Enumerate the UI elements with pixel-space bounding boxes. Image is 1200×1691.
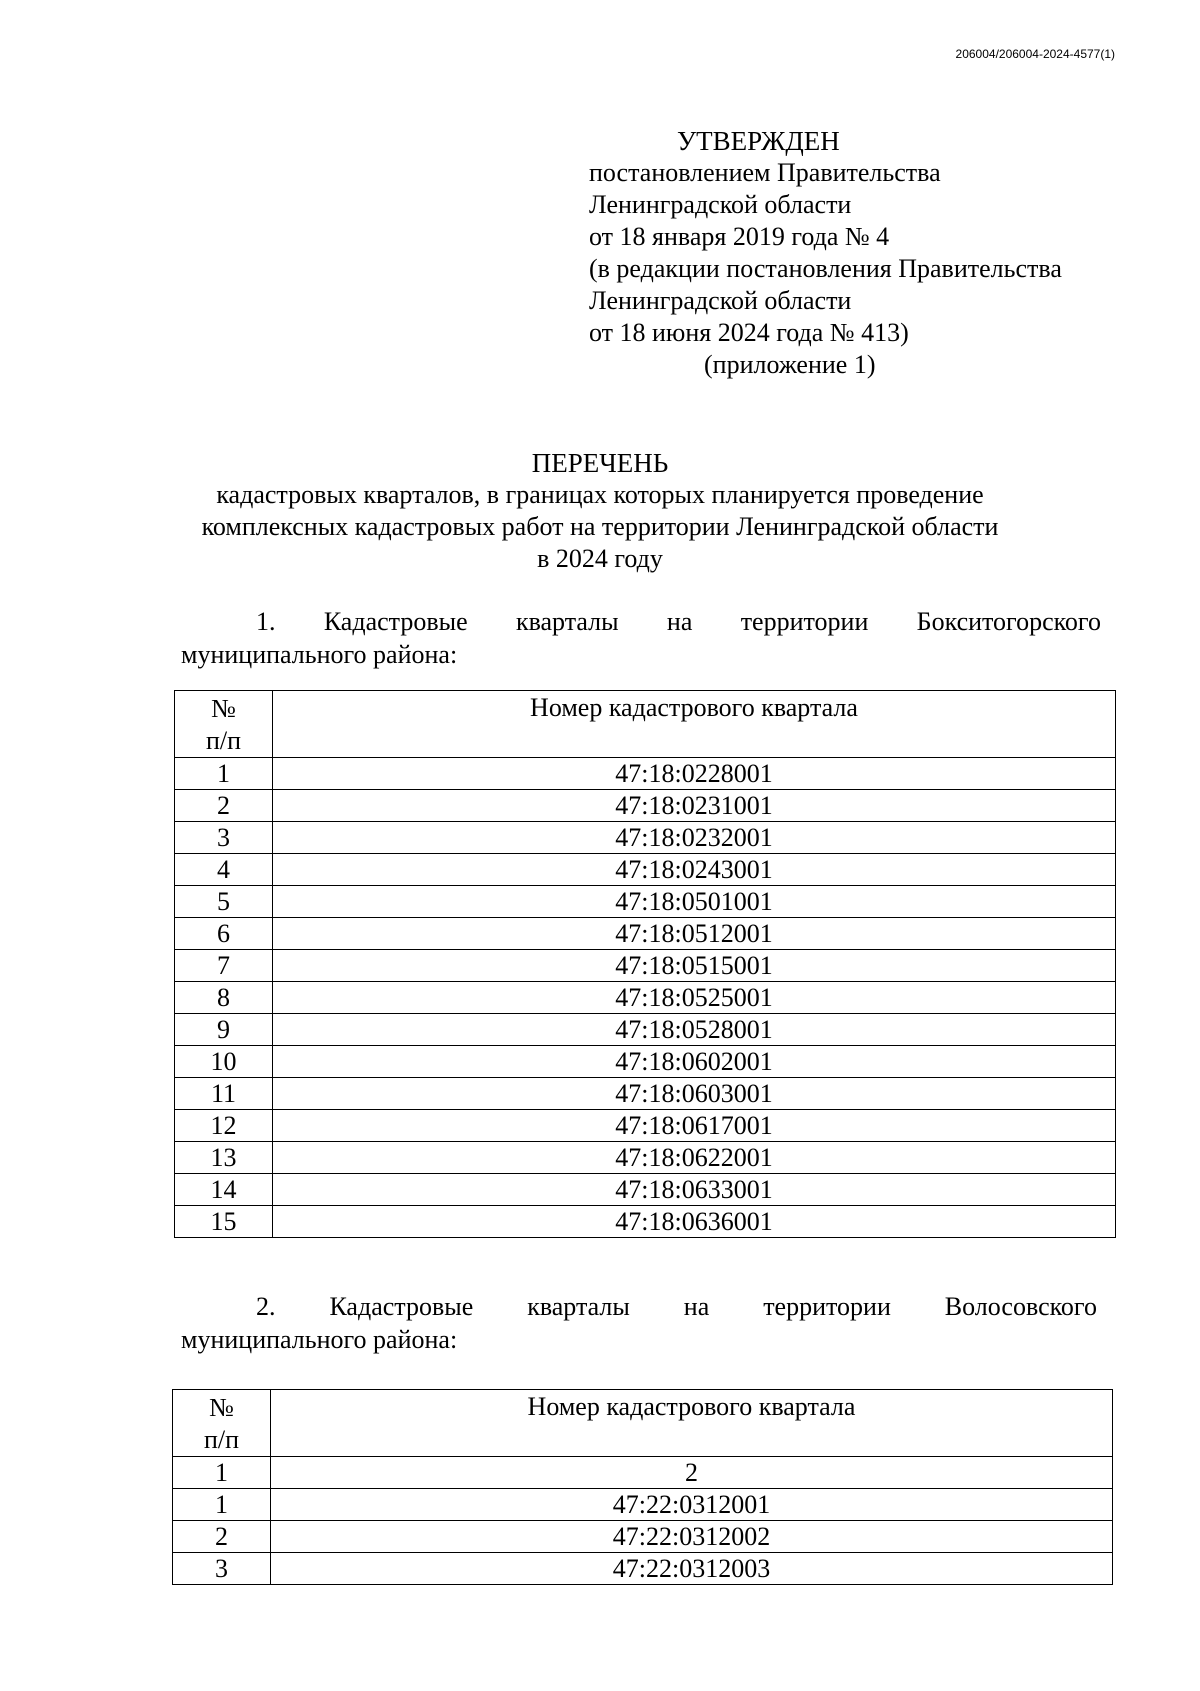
row-number: 15 [175,1206,273,1238]
row-quarter: 47:22:0312001 [271,1489,1113,1521]
section-word: кварталы [515,607,619,636]
row-number: 7 [175,950,273,982]
table-row [175,1110,1116,1142]
table-row [175,918,1116,950]
section-word: Кадастровые [323,607,468,636]
document-id: 206004/206004-2024-4577(1) [955,47,1115,61]
header-number-cell [175,691,273,758]
row-number: 6 [175,918,273,950]
section-word: на [683,1292,710,1321]
row-number: 5 [175,886,273,918]
table-row [175,982,1116,1014]
section-2-heading [181,1290,1097,1356]
table-row [173,1553,1113,1585]
section-2-table [172,1389,1113,1585]
header-number-abbr: п/п [203,1425,240,1454]
table-row [175,758,1116,790]
row-number: 14 [175,1174,273,1206]
row-quarter: 47:18:0603001 [273,1078,1116,1110]
table-row [175,854,1116,886]
row-number: 9 [175,1014,273,1046]
row-quarter: 47:18:0633001 [273,1174,1116,1206]
table-row [175,950,1116,982]
section-word: Бокситогорского [916,607,1101,636]
table-row [175,822,1116,854]
row-number: 3 [175,822,273,854]
row-number: 8 [175,982,273,1014]
table-row [175,1046,1116,1078]
approval-line: от 18 июня 2024 года № 413) [589,318,909,347]
section-word: территории [763,1292,891,1321]
table-row [175,1014,1116,1046]
row-quarter: 47:18:0525001 [273,982,1116,1014]
row-quarter: 47:18:0636001 [273,1206,1116,1238]
approval-heading: УТВЕРЖДЕН [677,126,840,156]
header-number-abbr: п/п [205,726,242,755]
row-number: 3 [173,1553,271,1585]
table-row [175,886,1116,918]
section-number: 1. [256,607,276,636]
row-quarter: 47:18:0622001 [273,1142,1116,1174]
title-main: ПЕРЕЧЕНЬ [531,448,669,478]
row-quarter: 47:18:0528001 [273,1014,1116,1046]
table-row [175,1174,1116,1206]
row-quarter: 47:18:0512001 [273,918,1116,950]
section-line2: муниципального района: [181,1325,458,1354]
header-number-symbol: № [209,1393,234,1422]
approval-line: Ленинградской области [589,190,852,219]
row-number: 2 [175,790,273,822]
title-line: комплексных кадастровых работ на территории Ленинградской области [201,512,999,541]
table-row [173,1521,1113,1553]
row-quarter: 47:18:0228001 [273,758,1116,790]
row-quarter: 47:18:0617001 [273,1110,1116,1142]
approval-line: от 18 января 2019 года № 4 [589,222,890,251]
table-row [173,1489,1113,1521]
row-number: 1 [173,1457,271,1489]
section-1-table [174,690,1116,1238]
approval-line: Ленинградской области [589,286,852,315]
table-row [175,790,1116,822]
section-line2: муниципального района: [181,640,458,669]
title-line: в 2024 году [537,544,663,573]
approval-stamp [589,125,1062,381]
row-number: 11 [175,1078,273,1110]
section-word: на [666,607,693,636]
row-quarter: 2 [271,1457,1113,1489]
section-word: кварталы [527,1292,630,1321]
row-number: 12 [175,1110,273,1142]
section-word: территории [740,607,869,636]
row-quarter: 47:18:0243001 [273,854,1116,886]
table-header-row [175,691,1116,758]
section-number: 2. [256,1292,276,1321]
row-quarter: 47:18:0515001 [273,950,1116,982]
section-word: Волосовского [944,1292,1097,1321]
row-number: 1 [173,1489,271,1521]
section-word: Кадастровые [329,1292,474,1321]
row-quarter: 47:22:0312003 [271,1553,1113,1585]
row-quarter: 47:18:0501001 [273,886,1116,918]
approval-line: постановлением Правительства [589,158,941,187]
row-quarter: 47:18:0602001 [273,1046,1116,1078]
table-row [175,1206,1116,1238]
row-number: 1 [175,758,273,790]
section-1-heading [181,605,1101,671]
header-number-symbol: № [211,694,236,723]
row-number: 10 [175,1046,273,1078]
table-header-row [173,1390,1113,1457]
table-row [175,1078,1116,1110]
row-number: 2 [173,1521,271,1553]
row-number: 13 [175,1142,273,1174]
header-number-cell [173,1390,271,1457]
row-quarter: 47:18:0231001 [273,790,1116,822]
document-title [0,447,1200,575]
row-quarter: 47:22:0312002 [271,1521,1113,1553]
table-row [173,1457,1113,1489]
header-quarter-cell: Номер кадастрового квартала [273,691,1116,758]
row-number: 4 [175,854,273,886]
header-quarter-cell: Номер кадастрового квартала [271,1390,1113,1457]
table-row [175,1142,1116,1174]
title-line: кадастровых кварталов, в границах которых планируется проведение [216,480,984,509]
appendix-label: (приложение 1) [704,350,876,379]
row-quarter: 47:18:0232001 [273,822,1116,854]
approval-line: (в редакции постановления Правительства [589,254,1062,283]
